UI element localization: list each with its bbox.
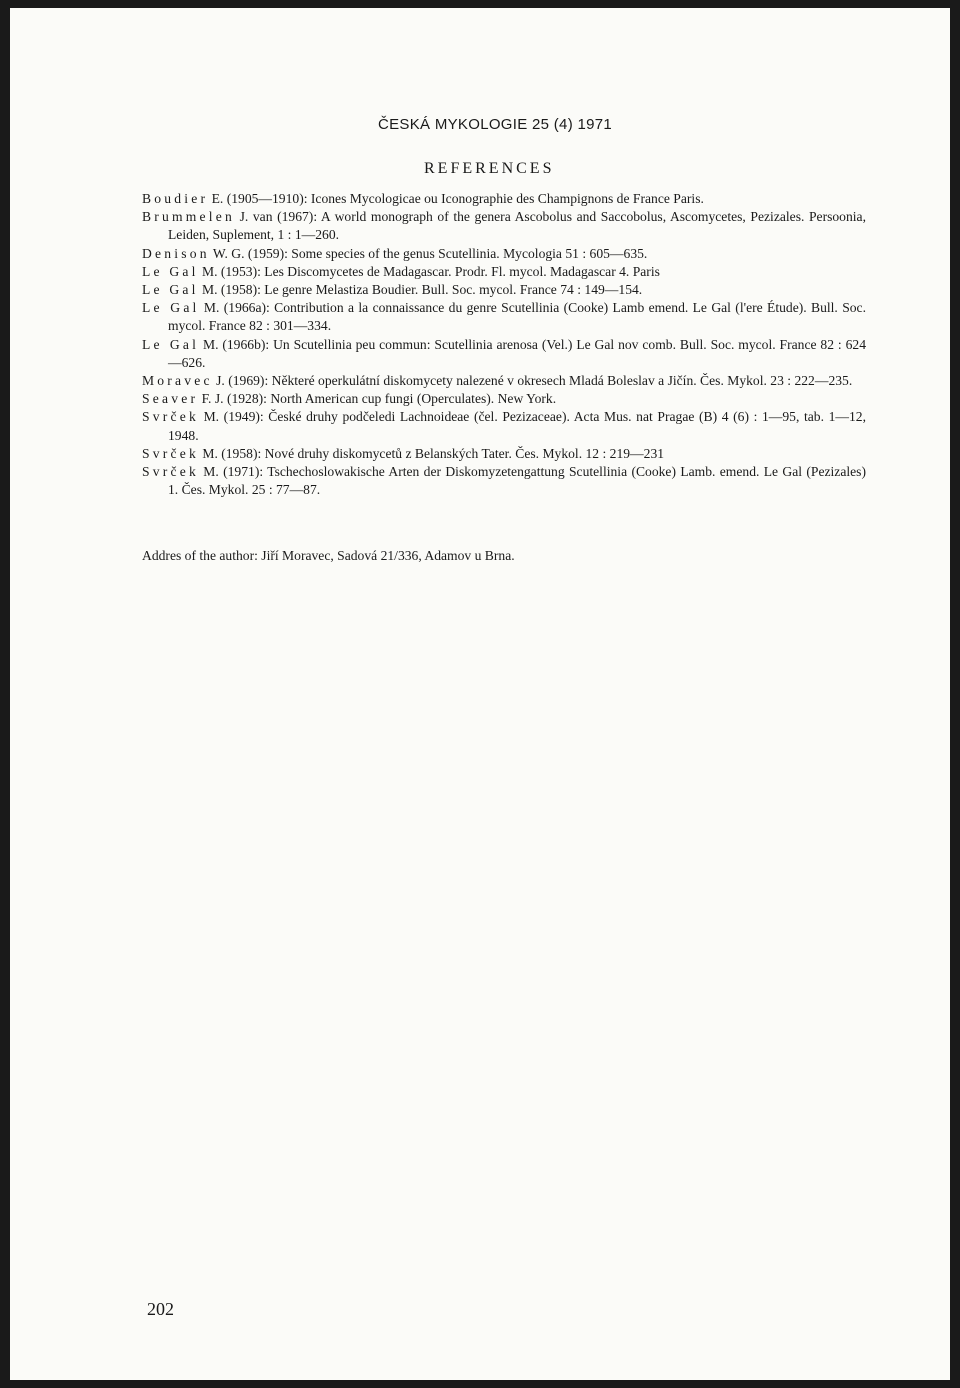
reference-text: E. (1905—1910): Icones Mycologicae ou Iconographie des Champignons de France Paris. — [208, 191, 704, 206]
reference-item — [142, 463, 866, 499]
reference-author: Svrček — [142, 464, 199, 480]
author-address: Addres of the author: Jiří Moravec, Sadová 21/336, Adamov u Brna. — [142, 548, 515, 563]
reference-text: M. (1953): Les Discomycetes de Madagascar. Prodr. Fl. mycol. Madagascar 4. Paris — [198, 263, 660, 279]
reference-item — [142, 299, 866, 335]
reference-text: M. (1966b): Un Scutellinia peu commun: Scutellinia arenosa (Vel.) Le Gal nov comb. Bull. Soc. mycol. France 82 : 624—626. — [168, 336, 866, 370]
reference-author: Denison — [142, 245, 210, 261]
reference-author: Le Gal — [142, 282, 199, 298]
reference-text: W. G. (1959): Some species of the genus Scutellinia. Mycologia 51 : 605—635. — [209, 245, 648, 261]
reference-text: J. (1969): Některé operkulátní diskomycety nalezené v okresech Mladá Boleslav a Jičín. Čes. Mykol. 23 : 222—235. — [212, 373, 853, 389]
reference-author: Boudier — [142, 191, 209, 206]
reference-text: M. (1949): České druhy podčeledi Lachnoideae (čel. Pezizaceae). Acta Mus. nat Pragae (B) 4 (6) : 1—95, tab. 1—12, 1948. — [168, 409, 866, 443]
reference-text: M. (1958): Nové druhy diskomycetů z Belanských Tater. Čes. Mykol. 12 : 219—231 — [198, 445, 665, 461]
reference-author: Svrček — [142, 409, 199, 425]
running-header: ČESKÁ MYKOLOGIE 25 (4) 1971 — [378, 116, 613, 133]
journal-page — [10, 8, 950, 1380]
reference-author: Moravec — [142, 373, 213, 389]
page-number: 202 — [147, 1299, 174, 1319]
reference-item — [142, 372, 866, 390]
reference-item — [142, 408, 866, 444]
reference-author: Brummelen — [142, 209, 235, 225]
reference-text: M. (1966a): Contribution a la connaissance du genre Scutellinia (Cooke) Lamb emend. Le Gal (l'ere Étude). Bull. Soc. mycol. France 82 : 301—334. — [168, 300, 866, 334]
reference-item — [142, 336, 866, 372]
reference-text: M. (1958): Le genre Melastiza Boudier. Bull. Soc. mycol. France 74 : 149—154. — [198, 282, 643, 298]
reference-item — [142, 281, 866, 299]
reference-text: F. J. (1928): North American cup fungi (Operculates). New York. — [198, 391, 557, 407]
reference-item — [142, 390, 866, 408]
reference-item — [142, 445, 866, 463]
reference-author: Le Gal — [142, 336, 200, 352]
reference-item — [142, 263, 866, 281]
reference-author: Seaver — [142, 391, 199, 407]
references-heading: REFERENCES — [424, 160, 555, 177]
reference-item — [142, 208, 866, 244]
reference-item — [142, 190, 866, 208]
reference-item — [142, 245, 866, 263]
reference-text: M. (1971): Tschechoslowakische Arten der Diskomyzetengattung Scutellinia (Cooke) Lamb. emend. Le Gal (Pezizales) 1. Čes. Mykol. 25 : 77—87. — [168, 464, 866, 498]
reference-author: Le Gal — [142, 300, 200, 316]
reference-text: J. van (1967): A world monograph of the genera Ascobolus and Saccobolus, Ascomycetes, Pezizales. Persoonia, Leiden, Suplement, 1 : 1—260. — [168, 209, 866, 243]
reference-author: Svrček — [142, 445, 199, 461]
reference-list — [142, 190, 866, 499]
reference-author: Le Gal — [142, 263, 199, 279]
